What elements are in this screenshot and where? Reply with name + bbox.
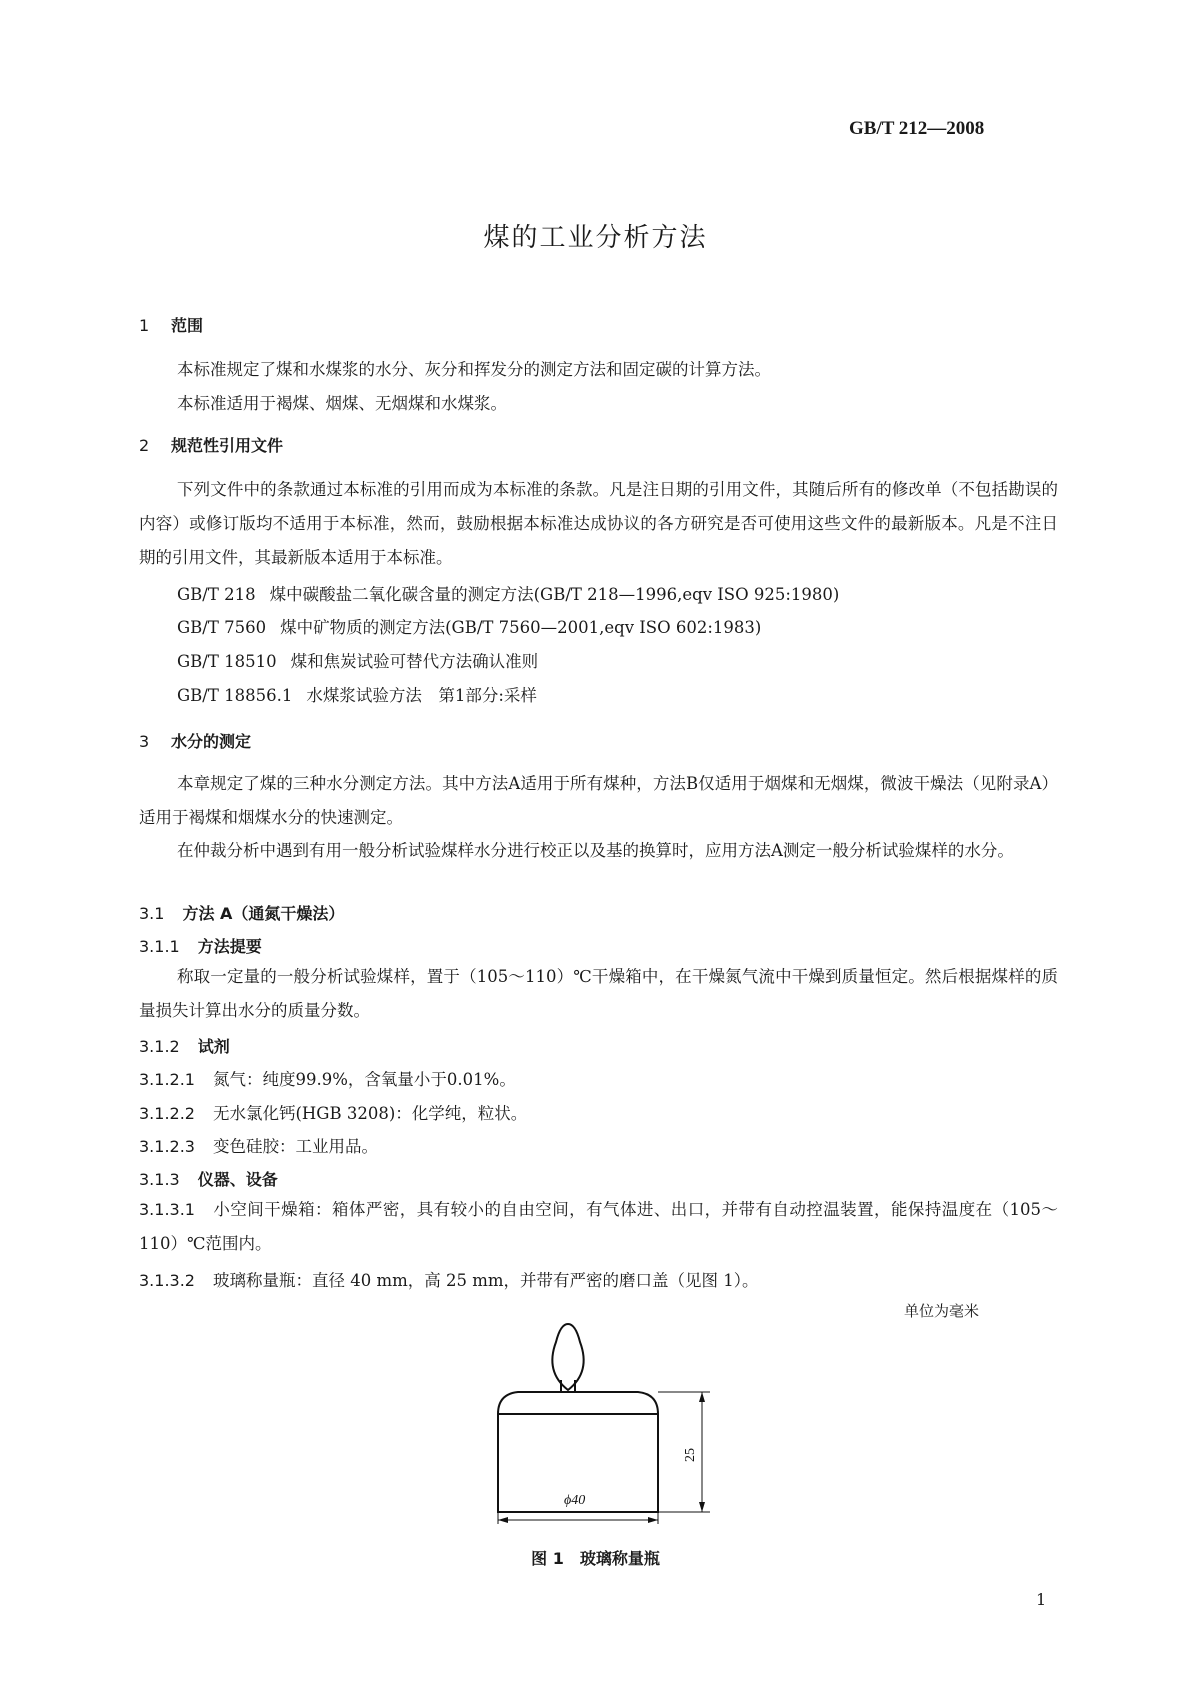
- subsection-title: 方法提要: [197, 937, 262, 956]
- subsection-3-1-heading: [139, 901, 344, 924]
- item-number: 3.1.2.1: [139, 1070, 195, 1089]
- subsection-number: 3.1.3: [139, 1170, 180, 1189]
- reagent-item: [139, 1100, 527, 1124]
- arrowhead: [648, 1517, 658, 1523]
- subsection-number: 3.1: [139, 904, 165, 923]
- reference-title: 煤中矿物质的测定方法(GB/T 7560—2001,eqv ISO 602:1983): [280, 618, 762, 637]
- item-text: 小空间干燥箱：箱体严密，具有较小的自由空间，有气体进、出口，并带有自动控温装置，能保持温度在（105～110）℃范围内。: [139, 1200, 1058, 1253]
- lid-outline: [498, 1392, 658, 1414]
- lid-knob: [552, 1324, 583, 1390]
- page-number: 1: [1036, 1590, 1047, 1609]
- item-number: 3.1.2.2: [139, 1104, 195, 1123]
- section-1-heading: [139, 313, 203, 336]
- section-number: 2: [139, 436, 150, 455]
- paragraph: 本标准规定了煤和水煤浆的水分、灰分和挥发分的测定方法和固定碳的计算方法。: [177, 360, 771, 379]
- reference-title: 煤和焦炭试验可替代方法确认准则: [290, 652, 539, 671]
- paragraph: 本标准适用于褐煤、烟煤、无烟煤和水煤浆。: [177, 394, 507, 413]
- reference-item: [177, 581, 839, 605]
- reference-item: [177, 648, 538, 672]
- height-label: 25: [683, 1448, 698, 1462]
- paragraph: 在仲裁分析中遇到有用一般分析试验煤样水分进行校正以及基的换算时，应用方法A测定一般分析试验煤样的水分。: [177, 841, 1014, 860]
- paragraph: 称取一定量的一般分析试验煤样，置于（105～110）℃干燥箱中，在干燥氮气流中干燥到质量恒定。然后根据煤样的质量损失计算出水分的质量分数。: [139, 967, 1058, 1020]
- weighing-bottle-diagram: [480, 1318, 750, 1528]
- subsection-title: 试剂: [197, 1037, 230, 1056]
- reference-code: GB/T 18510: [177, 652, 277, 671]
- arrowhead: [498, 1517, 508, 1523]
- section-number: 1: [139, 316, 150, 335]
- reference-item: [177, 682, 537, 706]
- reference-code: GB/T 7560: [177, 618, 267, 637]
- reference-title: 煤中碳酸盐二氧化碳含量的测定方法(GB/T 218—1996,eqv ISO 925:1980): [269, 585, 840, 604]
- reference-code: GB/T 18856.1: [177, 686, 293, 705]
- arrowhead: [699, 1392, 705, 1402]
- section-title: 水分的测定: [171, 732, 252, 751]
- section-title: 规范性引用文件: [171, 436, 284, 455]
- item-number: 3.1.3.1: [139, 1200, 195, 1219]
- item-text: 变色硅胶：工业用品。: [212, 1137, 378, 1156]
- figure-caption: 图 1 玻璃称量瓶: [531, 1549, 660, 1568]
- paragraph: 本章规定了煤的三种水分测定方法。其中方法A适用于所有煤种，方法B仅适用于烟煤和无烟煤，微波干燥法（见附录A）适用于褐煤和烟煤水分的快速测定。: [139, 774, 1058, 827]
- paragraph: 下列文件中的条款通过本标准的引用而成为本标准的条款。凡是注日期的引用文件，其随后所有的修改单（不包括勘误的内容）或修订版均不适用于本标准，然而，鼓励根据本标准达成协议的各方研究是否可使用这些文件的最新版本。凡是不注日期的引用文件，其最新版本适用于本标准。: [139, 480, 1058, 567]
- equipment-item: [139, 1193, 1058, 1261]
- subsection-3-1-1-heading: [139, 934, 262, 957]
- item-text: 无水氯化钙(HGB 3208)：化学纯，粒状。: [212, 1104, 528, 1123]
- section-2-heading: [139, 433, 283, 456]
- section-title: 范围: [171, 316, 204, 335]
- item-text: 玻璃称量瓶：直径 40 mm，高 25 mm，并带有严密的磨口盖（见图 1）。: [212, 1271, 759, 1290]
- subsection-number: 3.1.1: [139, 937, 180, 956]
- subsection-title: 仪器、设备: [197, 1170, 278, 1189]
- item-number: 3.1.3.2: [139, 1271, 195, 1290]
- subsection-3-1-2-heading: [139, 1034, 230, 1057]
- unit-note: 单位为毫米: [904, 1302, 980, 1320]
- reference-code: GB/T 218: [177, 585, 256, 604]
- reagent-item: [139, 1066, 516, 1090]
- item-number: 3.1.2.3: [139, 1137, 195, 1156]
- equipment-item: [139, 1267, 759, 1291]
- arrowhead: [699, 1502, 705, 1512]
- section-3-heading: [139, 729, 251, 752]
- document-title: 煤的工业分析方法: [483, 223, 708, 253]
- section-number: 3: [139, 732, 150, 751]
- reference-item: [177, 614, 761, 638]
- diameter-label: ϕ40: [564, 1493, 586, 1508]
- reference-title: 水煤浆试验方法 第1部分:采样: [306, 686, 537, 705]
- item-text: 氮气：纯度99.9%，含氧量小于0.01%。: [212, 1070, 516, 1089]
- standard-code: GB/T 212—2008: [849, 118, 985, 139]
- subsection-title: 方法 A（通氮干燥法）: [182, 904, 345, 923]
- reagent-item: [139, 1133, 378, 1157]
- subsection-number: 3.1.2: [139, 1037, 180, 1056]
- subsection-3-1-3-heading: [139, 1167, 278, 1190]
